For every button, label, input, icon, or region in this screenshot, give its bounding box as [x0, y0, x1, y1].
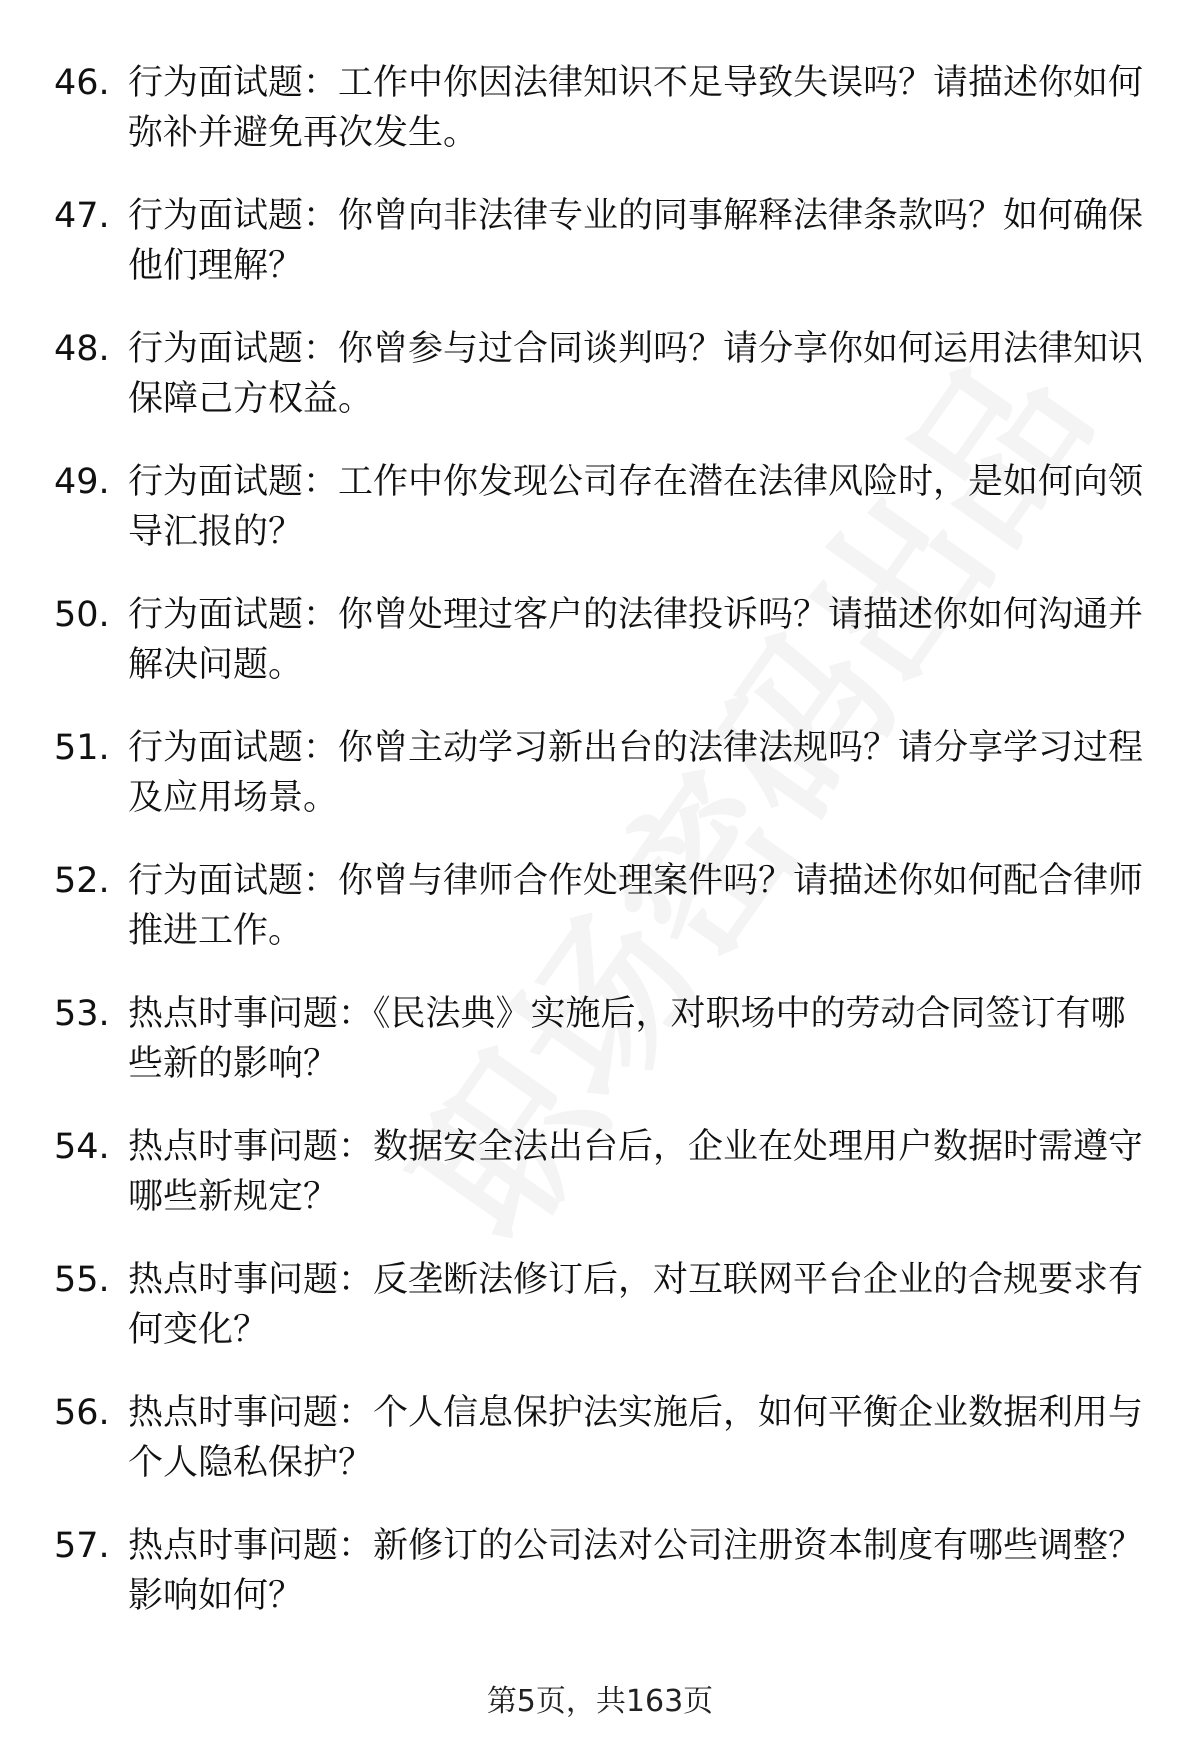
question-text: 行为面试题：你曾向非法律专业的同事解释法律条款吗？如何确保他们理解？ [128, 196, 1144, 286]
question-text: 热点时事问题：反垄断法修订后，对互联网平台企业的合规要求有何变化？ [128, 1260, 1144, 1350]
question-text: 行为面试题：工作中你发现公司存在潜在法律风险时，是如何向领导汇报的？ [128, 462, 1144, 552]
list-item [54, 1255, 1144, 1355]
question-number: 48. [54, 329, 110, 369]
question-text: 行为面试题：工作中你因法律知识不足导致失误吗？请描述你如何弥补并避免再次发生。 [128, 63, 1144, 153]
question-list [54, 58, 1144, 1654]
question-number: 56. [54, 1393, 110, 1433]
question-number: 50. [54, 595, 110, 635]
question-number: 55. [54, 1260, 110, 1300]
list-item [54, 1388, 1144, 1488]
question-text: 热点时事问题：个人信息保护法实施后，如何平衡企业数据利用与个人隐私保护？ [128, 1393, 1144, 1483]
question-text: 热点时事问题：《民法典》实施后，对职场中的劳动合同签订有哪些新的影响？ [128, 994, 1126, 1084]
list-item [54, 191, 1144, 291]
list-item [54, 1122, 1144, 1222]
question-text: 行为面试题：你曾参与过合同谈判吗？请分享你如何运用法律知识保障己方权益。 [128, 329, 1144, 419]
question-number: 53. [54, 994, 110, 1034]
question-number: 49. [54, 462, 110, 502]
question-text: 行为面试题：你曾主动学习新出台的法律法规吗？请分享学习过程及应用场景。 [128, 728, 1144, 818]
question-number: 57. [54, 1526, 110, 1566]
list-item [54, 989, 1144, 1089]
question-text: 热点时事问题：数据安全法出台后，企业在处理用户数据时需遵守哪些新规定？ [128, 1127, 1144, 1217]
question-number: 46. [54, 63, 110, 103]
question-text: 热点时事问题：新修订的公司法对公司注册资本制度有哪些调整？影响如何？ [128, 1526, 1144, 1616]
list-item [54, 723, 1144, 823]
list-item [54, 324, 1144, 424]
list-item [54, 1521, 1144, 1621]
question-text: 行为面试题：你曾与律师合作处理案件吗？请描述你如何配合律师推进工作。 [128, 861, 1144, 951]
question-number: 54. [54, 1127, 110, 1167]
question-text: 行为面试题：你曾处理过客户的法律投诉吗？请描述你如何沟通并解决问题。 [128, 595, 1144, 685]
question-number: 52. [54, 861, 110, 901]
question-number: 47. [54, 196, 110, 236]
list-item [54, 590, 1144, 690]
list-item [54, 58, 1144, 158]
question-number: 51. [54, 728, 110, 768]
list-item [54, 457, 1144, 557]
page-footer: 第5页，共163页 [486, 1684, 714, 1719]
list-item [54, 856, 1144, 956]
